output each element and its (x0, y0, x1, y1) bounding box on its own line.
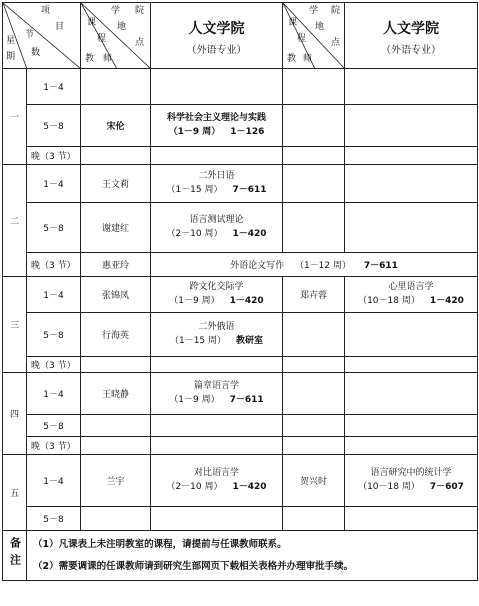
header-corner-course-location-2 (283, 3, 345, 69)
corner2-teacher-a: 教 (287, 54, 297, 64)
course-weeks: （1－15 周） (169, 335, 227, 346)
teacher-cell: 宋伦 (81, 105, 151, 147)
course-name: 二外俄语 (198, 322, 235, 333)
tuesday-evening-row (3, 253, 478, 277)
course-cell (345, 373, 478, 415)
course-cell (151, 373, 283, 415)
monday-p58-row (3, 105, 478, 147)
course-name: 篇章语言学 (193, 381, 239, 392)
teacher-cell (283, 507, 345, 531)
course-name: 跨文化交际学 (189, 282, 244, 293)
period-cell: 晚（3 节） (27, 357, 81, 373)
course-meta (345, 481, 477, 494)
teacher-cell (283, 373, 345, 415)
course-room: 教研室 (236, 335, 264, 346)
tuesday-p58-row (3, 203, 478, 253)
teacher-cell: 兰宇 (81, 455, 151, 507)
corner-label-item: 项 (41, 6, 51, 16)
note-line-1: （1）凡课表上未注明教室的课程，请提前与任课教师联系。 (33, 538, 287, 550)
major-name-2: （外语专业） (381, 45, 441, 57)
corner2-teacher-b: 师 (303, 54, 313, 64)
course-cell (345, 437, 478, 455)
corner-teacher-a: 教 (85, 54, 95, 64)
header-row (3, 3, 478, 69)
monday-p14-row (3, 69, 478, 105)
course-weeks: （2－10 周） (166, 481, 223, 492)
teacher-cell: 行海英 (81, 313, 151, 357)
friday-p14-row (3, 455, 478, 507)
course-schedule-table (2, 2, 478, 581)
course-room: 7－611 (363, 261, 398, 271)
teacher-cell (81, 147, 151, 165)
period-cell: 1－4 (27, 373, 81, 415)
period-cell: 1－4 (27, 165, 81, 203)
teacher-cell (283, 69, 345, 105)
course-cell (151, 415, 283, 437)
course-cell (151, 437, 283, 455)
course-room: 7－611 (232, 184, 267, 195)
notes-row (3, 531, 478, 581)
course-meta (151, 228, 282, 241)
course-cell (151, 69, 283, 105)
corner-college-b: 院 (135, 6, 145, 16)
corner-point: 点 (135, 38, 145, 48)
notes-content-cell (27, 531, 478, 581)
course-meta (151, 481, 282, 494)
header-corner-weekday-period (3, 3, 81, 69)
teacher-cell (283, 415, 345, 437)
corner2-location: 地 (315, 22, 325, 32)
wednesday-p14-row (3, 277, 478, 313)
teacher-cell (283, 165, 345, 203)
course-name: 心里语言学 (388, 282, 434, 293)
period-cell: 5－8 (27, 415, 81, 437)
thursday-p58-row (3, 415, 478, 437)
course-cell (345, 357, 478, 373)
period-cell: 5－8 (27, 105, 81, 147)
course-room: 7－607 (429, 481, 464, 492)
course-cell (151, 203, 283, 253)
teacher-cell: 惠亚玲 (81, 253, 151, 277)
course-weeks: （1－15 周） (166, 184, 223, 195)
corner2-process: 程 (297, 34, 307, 44)
course-room: 1－420 (229, 295, 264, 306)
teacher-cell (81, 437, 151, 455)
course-weeks: （1－12 周） (294, 261, 351, 271)
corner2-course: 课 (288, 18, 298, 28)
course-cell (345, 313, 478, 357)
teacher-cell (283, 203, 345, 253)
course-cell (151, 277, 283, 313)
corner2-college-b: 院 (331, 6, 341, 16)
course-meta (151, 184, 282, 197)
course-room: 7－611 (229, 394, 264, 405)
major-name: （外语专业） (186, 45, 247, 57)
course-cell (345, 455, 478, 507)
teacher-cell (81, 357, 151, 373)
course-cell (345, 203, 478, 253)
corner-label-item2: 目 (55, 22, 65, 32)
course-cell (345, 69, 478, 105)
course-meta (345, 295, 477, 308)
course-meta (151, 394, 282, 407)
corner-course: 课 (87, 18, 97, 28)
corner-label-period2: 数 (31, 48, 41, 58)
corner-process: 程 (97, 34, 107, 44)
course-weeks: （2－10 周） (166, 228, 223, 239)
course-cell (151, 165, 283, 203)
period-cell: 晚（3 节） (27, 147, 81, 165)
course-cell (151, 455, 283, 507)
course-room: 1－420 (232, 228, 267, 239)
course-cell (345, 277, 478, 313)
college-name-2: 人文学院 (383, 20, 439, 37)
course-cell (345, 165, 478, 203)
period-cell: 1－4 (27, 455, 81, 507)
teacher-cell: 张锦凤 (81, 277, 151, 313)
course-cell (151, 147, 283, 165)
course-cell (151, 105, 283, 147)
corner-label-weekday2: 期 (6, 52, 16, 62)
period-cell: 晚（3 节） (27, 437, 81, 455)
friday-p58-row (3, 507, 478, 531)
course-name: 语言研究中的统计学 (370, 468, 452, 479)
day-friday: 五 (3, 455, 27, 531)
notes-label: 备注 (8, 537, 22, 571)
teacher-cell (283, 357, 345, 373)
course-weeks: （1－9 周） (169, 295, 220, 306)
course-cell (151, 313, 283, 357)
period-cell: 5－8 (27, 507, 81, 531)
corner-label-period: 节 (25, 30, 35, 40)
course-name: 语言测试理论 (189, 215, 244, 226)
course-name: 外语论文写作 (230, 261, 285, 271)
course-weeks: （10－18 周） (358, 481, 420, 492)
corner2-college-a: 学 (309, 6, 319, 16)
corner-teacher-b: 师 (103, 54, 113, 64)
course-cell-wide (151, 253, 478, 277)
course-name: 对比语言学 (193, 468, 239, 479)
period-cell: 1－4 (27, 277, 81, 313)
course-cell (345, 415, 478, 437)
teacher-cell (283, 313, 345, 357)
teacher-cell (283, 105, 345, 147)
header-corner-course-location (81, 3, 151, 69)
course-weeks: （1－9 周） (168, 126, 221, 137)
wednesday-p58-row (3, 313, 478, 357)
course-meta (151, 126, 282, 139)
day-tuesday: 二 (3, 165, 27, 277)
course-cell (345, 507, 478, 531)
course-meta (151, 335, 282, 348)
course-weeks: （10－18 周） (358, 295, 420, 306)
corner-label-weekday: 星 (6, 36, 16, 46)
course-name: 二外日语 (198, 171, 235, 182)
day-wednesday: 三 (3, 277, 27, 373)
notes-label-cell (3, 531, 27, 581)
corner2-point: 点 (331, 38, 341, 48)
teacher-cell (81, 507, 151, 531)
teacher-cell (283, 437, 345, 455)
thursday-evening-row (3, 437, 478, 455)
course-name: 科学社会主义理论与实践 (166, 113, 266, 124)
course-room: 1－126 (230, 126, 265, 137)
course-meta (151, 295, 282, 308)
course-cell (151, 507, 283, 531)
corner-location: 地 (117, 22, 127, 32)
course-room: 1－420 (429, 295, 464, 306)
teacher-cell (283, 147, 345, 165)
monday-evening-row (3, 147, 478, 165)
period-cell: 5－8 (27, 313, 81, 357)
note-line-2: （2）需要调课的任课教师请到研究生部网页下载相关表格并办理审批手续。 (33, 560, 354, 572)
teacher-cell: 贺兴时 (283, 455, 345, 507)
teacher-cell: 谢建红 (81, 203, 151, 253)
college-header-1 (151, 3, 283, 69)
teacher-cell: 王文莉 (81, 165, 151, 203)
day-monday: 一 (3, 69, 27, 165)
tuesday-p14-row (3, 165, 478, 203)
period-cell: 晚（3 节） (27, 253, 81, 277)
wednesday-evening-row (3, 357, 478, 373)
course-cell (345, 147, 478, 165)
teacher-cell: 王晓静 (81, 373, 151, 415)
course-cell (345, 105, 478, 147)
corner-college-a: 学 (111, 6, 121, 16)
thursday-p14-row (3, 373, 478, 415)
teacher-cell: 郑卉蓉 (283, 277, 345, 313)
course-weeks: （1－9 周） (169, 394, 220, 405)
teacher-cell (81, 415, 151, 437)
college-header-2 (345, 3, 478, 69)
teacher-cell (81, 69, 151, 105)
period-cell: 1－4 (27, 69, 81, 105)
course-cell (151, 357, 283, 373)
course-room: 1－420 (232, 481, 267, 492)
day-thursday: 四 (3, 373, 27, 455)
college-name: 人文学院 (188, 20, 245, 37)
period-cell: 5－8 (27, 203, 81, 253)
